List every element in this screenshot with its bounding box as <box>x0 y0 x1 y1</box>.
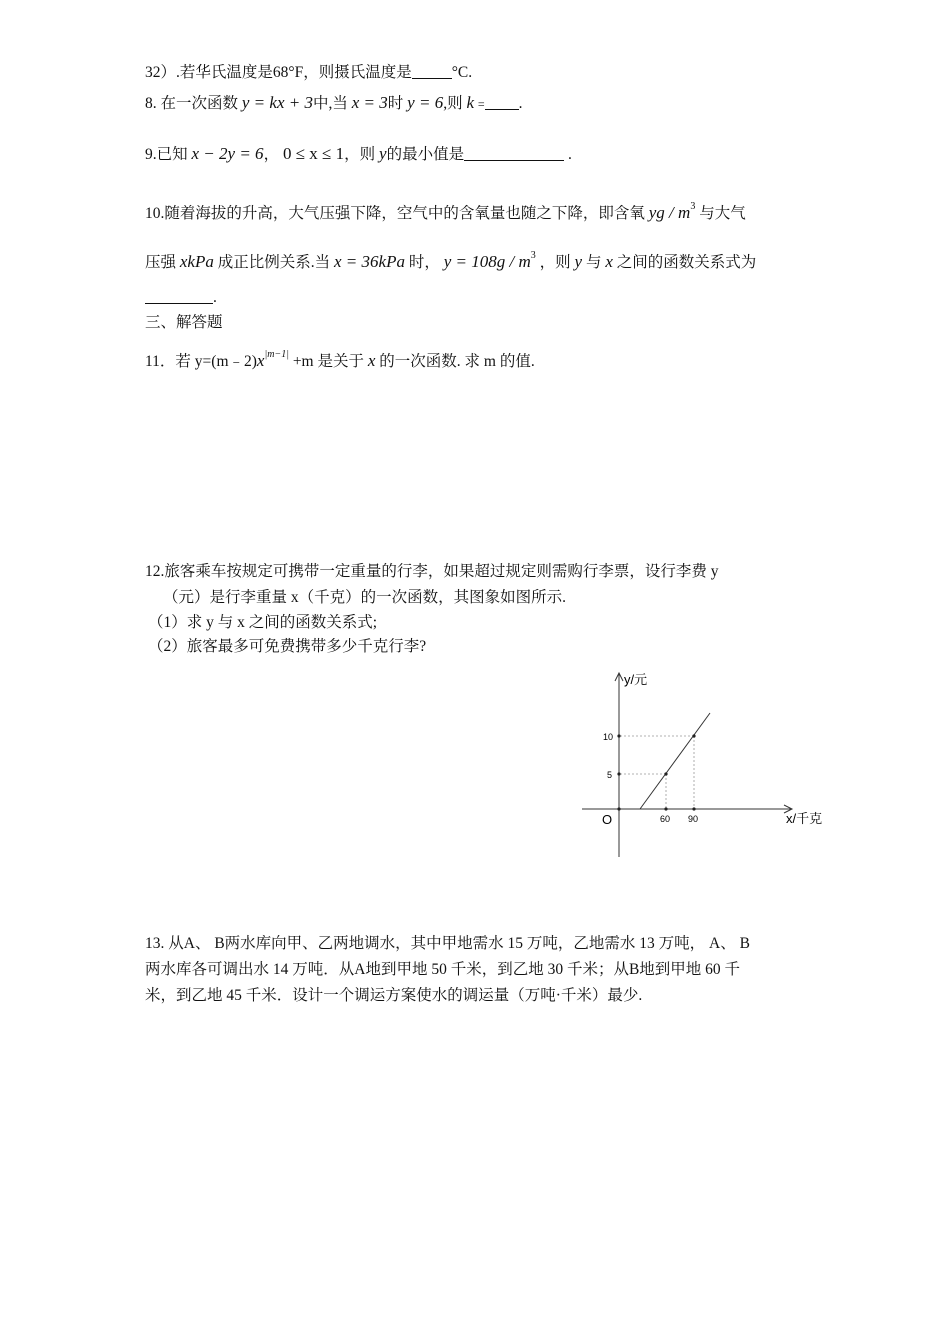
q10-text-7: 与 <box>585 254 602 271</box>
q9-text-2: 的最小值是 <box>386 146 465 163</box>
function-line <box>640 713 710 809</box>
q9-range: 0 ≤ x ≤ 1 <box>282 144 345 163</box>
q7-unit-text: °F，则摄氏温度是 <box>288 64 412 81</box>
q10-text-1: 10.随着海拔的升高，大气压强下降，空气中的含氧量也随之下降，即含氧 <box>145 205 645 222</box>
point-origin <box>617 807 620 810</box>
point-y10 <box>617 734 620 737</box>
q8-text-2: 时 <box>387 95 404 112</box>
q9-text-1: ，则 <box>344 146 376 163</box>
q8-condition-y: y = 6 <box>407 93 444 112</box>
q10-unit-exponent: 3 <box>690 201 696 212</box>
q10-pressure-var: xkPa <box>179 252 214 271</box>
q8-k: k <box>466 93 475 112</box>
q10-period: . <box>213 289 217 306</box>
y-axis-label: y/元 <box>624 672 648 687</box>
y-tick-5: 5 <box>607 770 613 780</box>
point-60-5 <box>664 772 667 775</box>
point-x90 <box>692 807 695 810</box>
q7-fahrenheit-value: 68 <box>272 64 289 81</box>
q10-x: x <box>605 252 613 271</box>
q10-line-1 <box>145 196 746 225</box>
q7-text: 32）.若华氏温度是 <box>145 64 273 81</box>
q9-equation: x − 2y = 6 <box>191 144 264 163</box>
q8-condition-x: x = 3 <box>351 93 388 112</box>
q8-text-3: ,则 <box>443 95 463 112</box>
q10-text-5: 时， <box>408 254 440 271</box>
point-90-10 <box>692 734 695 737</box>
q7-tail-line <box>145 62 472 84</box>
q11-text-1: 11．若 y=(m﹣2) <box>145 353 257 370</box>
q10-text-8: 之间的函数关系式为 <box>616 254 757 271</box>
q13-line-1: 13. 从A、 B两水库向甲、乙两地调水，其中甲地需水 15 万吨，乙地需水 13 万吨， A、 B <box>145 935 750 952</box>
q10-oxygen-unit: yg / m <box>648 203 691 222</box>
q12-part-1: （1）求 y 与 x 之间的函数关系式; <box>148 614 378 631</box>
q10-line-3 <box>145 287 217 309</box>
q11-x2: x <box>367 351 376 370</box>
q11-text-3: 的一次函数. 求 m 的值. <box>379 353 535 370</box>
q13-line-2: 两水库各可调出水 14 万吨．从A地到甲地 50 千米，到乙地 30 千米；从B地到甲地 60 千 <box>145 961 741 978</box>
q11-line <box>145 344 535 373</box>
q8-line <box>145 92 523 115</box>
q9-number: 9.已知 <box>145 146 188 163</box>
q13-line-3: 米，到乙地 45 千米．设计一个调运方案使水的调运量（万吨·千米）最少. <box>145 987 643 1004</box>
q8-period: . <box>518 95 523 112</box>
q8-text-1: 中,当 <box>312 95 348 112</box>
q8-number: 8. 在一次函数 <box>145 95 239 112</box>
q9-y: y <box>379 144 387 163</box>
x-tick-60: 60 <box>660 814 671 824</box>
q9-answer-blank[interactable] <box>464 146 564 161</box>
y-tick-10: 10 <box>603 732 614 742</box>
q8-equals: = <box>477 97 485 111</box>
q12-line-1: 12.旅客乘车按规定可携带一定重量的行李，如果超过规定则需购行李票，设行李费 y <box>145 563 719 580</box>
q10-text-2: 与大气 <box>699 205 746 222</box>
q12-graph <box>560 665 840 865</box>
q11-exponent: |m−1| <box>264 349 289 360</box>
q8-answer-blank[interactable] <box>485 95 519 110</box>
q12-part-2: （2）旅客最多可免费携带多少千克行李? <box>148 638 427 655</box>
q9-line <box>145 143 572 166</box>
origin-label: O <box>602 812 613 827</box>
q9-separator: ， <box>263 146 280 163</box>
q10-condition-exponent: 3 <box>530 250 536 261</box>
point-y5 <box>617 772 620 775</box>
q7-answer-blank[interactable] <box>412 64 452 79</box>
q10-y: y <box>574 252 583 271</box>
q12-line-2: （元）是行李重量 x（千克）的一次函数，其图象如图所示. <box>163 589 567 606</box>
q9-period: . <box>567 146 572 163</box>
q10-condition-y: y = 108g / m <box>443 252 531 271</box>
q10-text-6: ，则 <box>539 254 571 271</box>
section-title: 三、解答题 <box>145 314 223 331</box>
q7-celsius-unit: °C. <box>451 64 473 81</box>
q10-line-2 <box>145 245 756 274</box>
point-x60 <box>664 807 667 810</box>
x-tick-90: 90 <box>688 814 699 824</box>
q11-text-2: +m 是关于 <box>292 353 364 370</box>
q10-text-4: 成正比例关系.当 <box>217 254 331 271</box>
q8-function: y = kx + 3 <box>241 93 313 112</box>
q10-condition-x: x = 36kPa <box>334 252 405 271</box>
q11-x: x <box>256 351 265 370</box>
q10-text-3: 压强 <box>145 254 177 271</box>
x-axis-label: x/千克 <box>786 811 823 826</box>
q10-answer-blank[interactable] <box>145 289 213 304</box>
